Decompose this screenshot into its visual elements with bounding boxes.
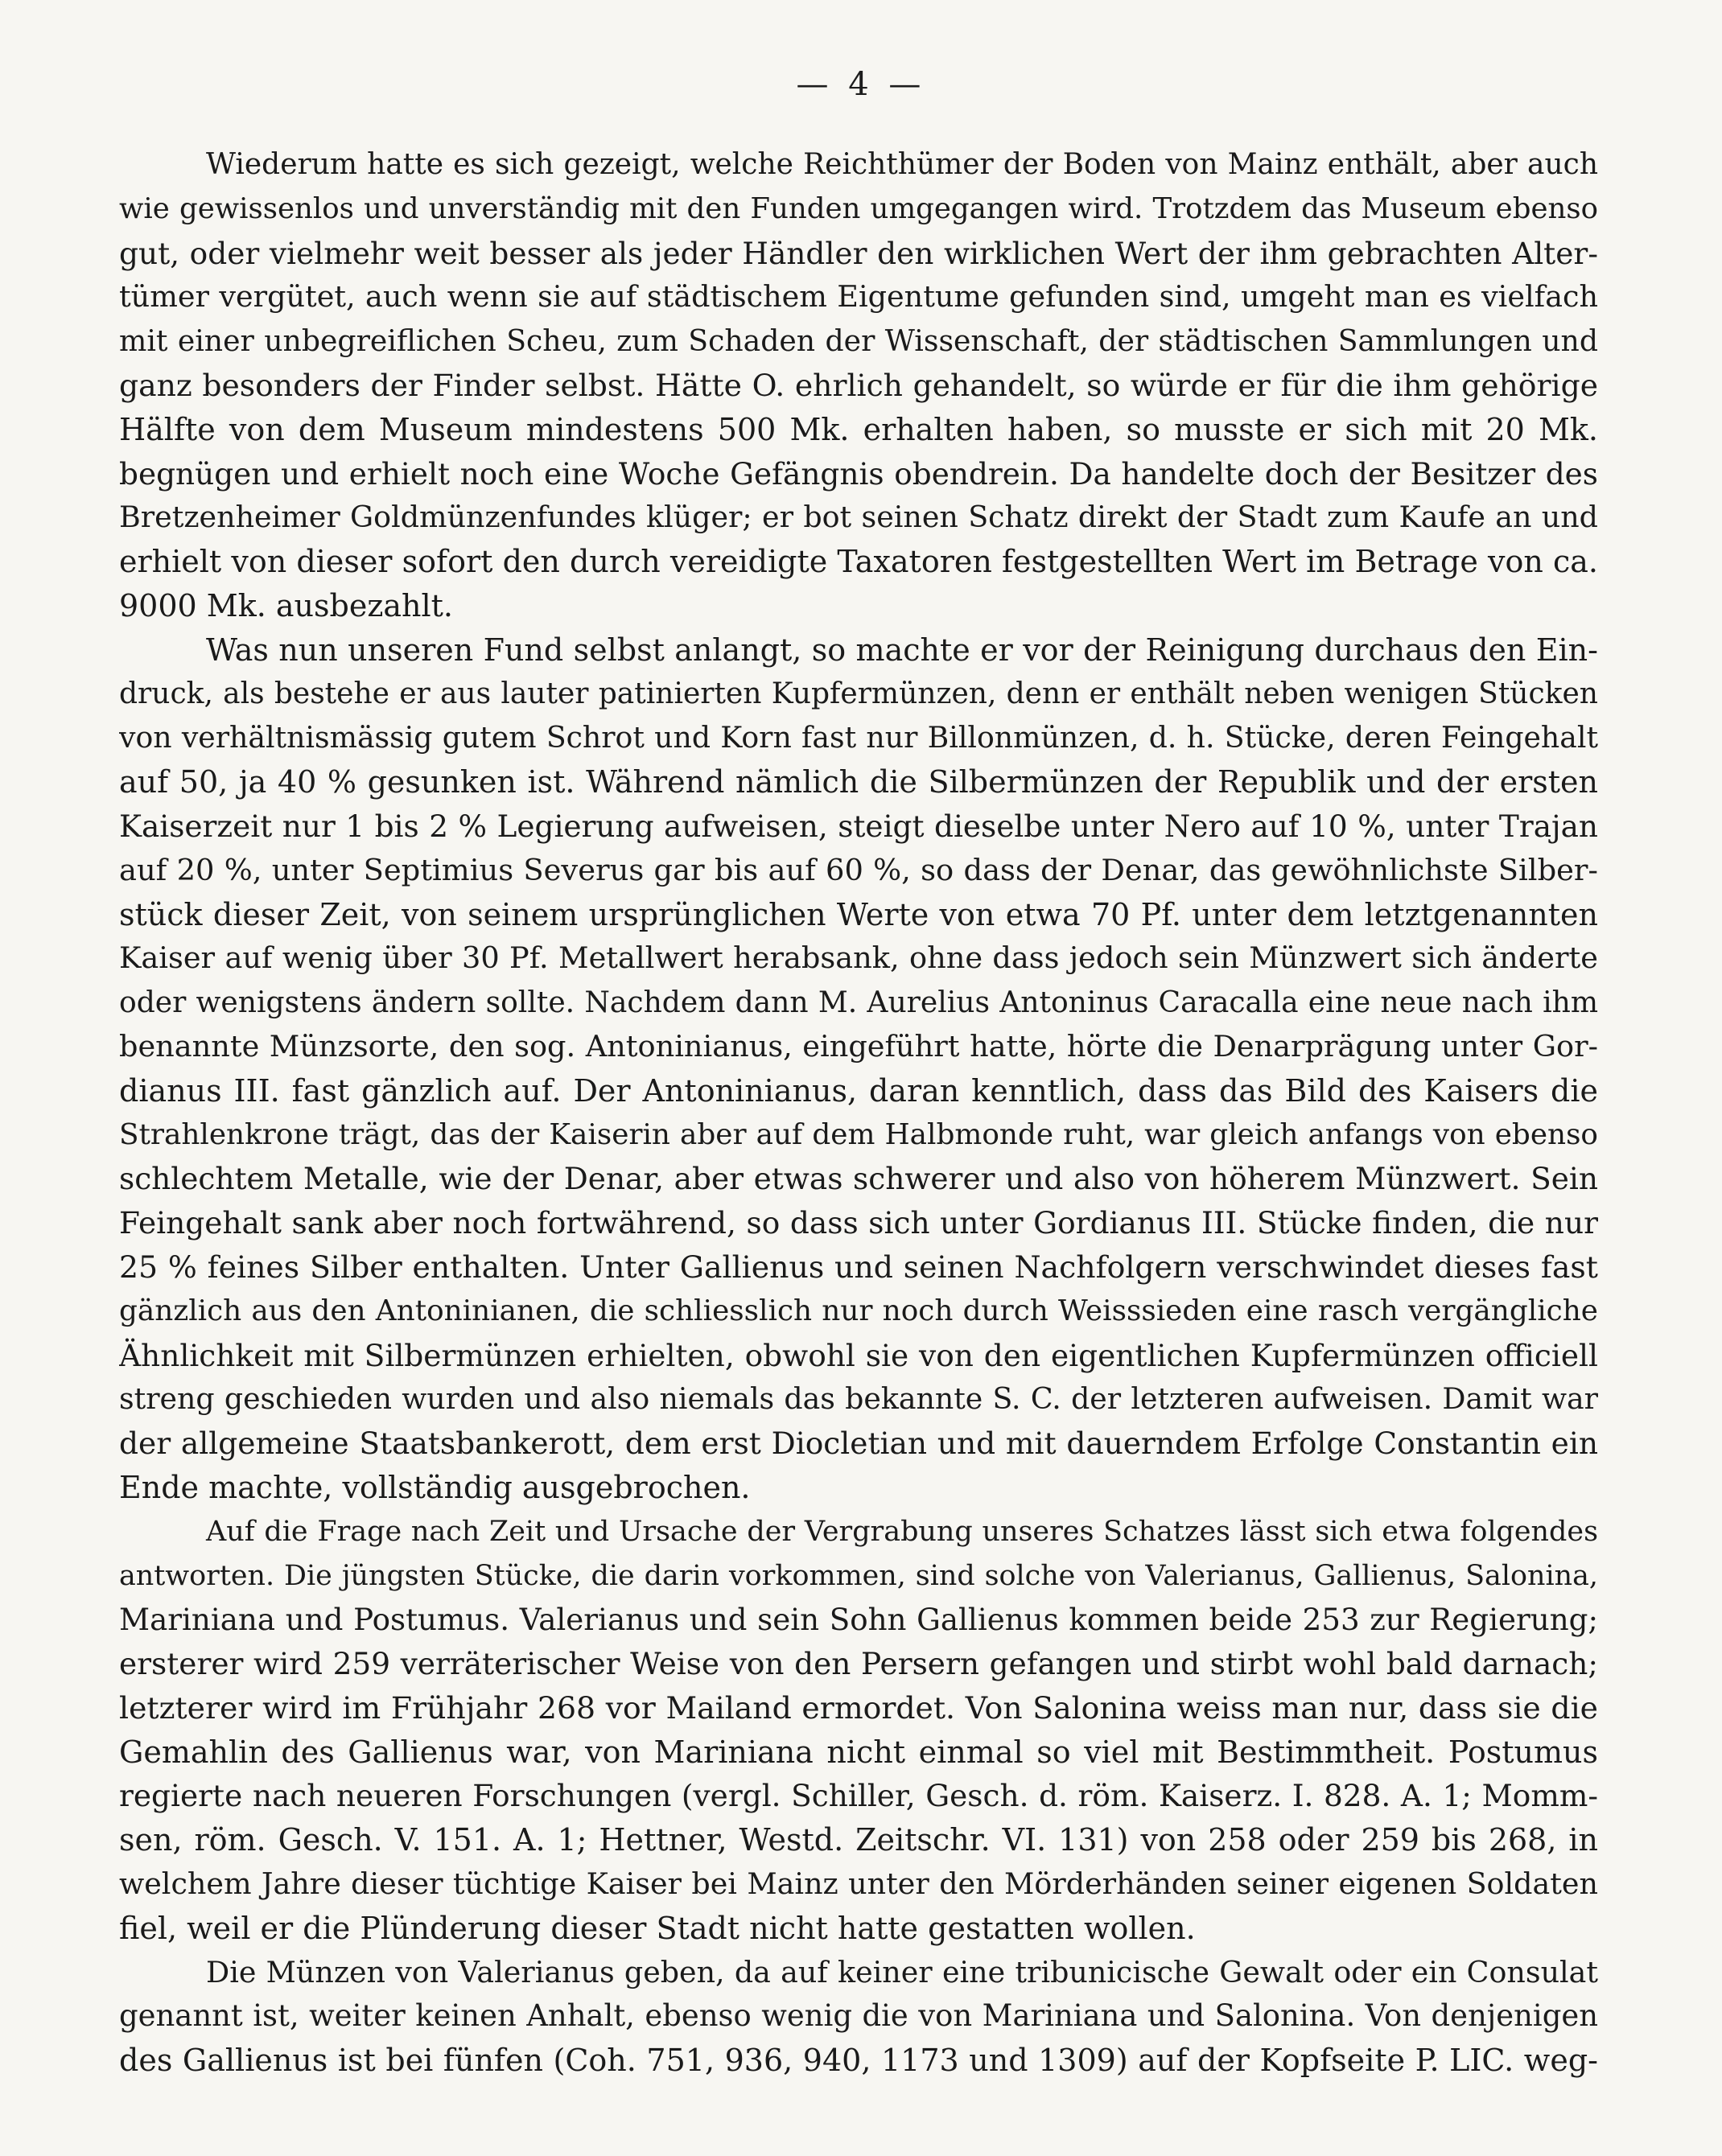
- text-line: streng geschieden wurden und also niemals das bekannte S. C. der letzteren aufweisen. Damit war: [119, 1381, 1598, 1417]
- paragraph-4: [119, 1951, 1598, 2083]
- text-line: wie gewissenlos und unverständig mit den Funden umgegangen wird. Trotzdem das Museum ebenso: [119, 191, 1598, 225]
- text-line: Ähnlichkeit mit Silbermünzen erhielten, obwohl sie von den eigentlichen Kupfermünzen officiell: [119, 1337, 1598, 1373]
- text-line: von verhältnismässig gutem Schrot und Korn fast nur Billonmünzen, d. h. Stücke, deren Feingehalt: [119, 720, 1598, 755]
- text-line: tümer vergütet, auch wenn sie auf städtischem Eigentume gefunden sind, umgeht man es vielfach: [119, 279, 1598, 315]
- paragraph-3: [119, 1510, 1598, 1951]
- text-line: Was nun unseren Fund selbst anlangt, so machte er vor der Reinigung durchaus den Ein-: [206, 632, 1598, 668]
- text-line: Die Münzen von Valerianus geben, da auf keiner eine tribunicische Gewalt oder ein Consulat: [206, 1954, 1598, 1989]
- text-line: Ende machte, vollständig ausgebrochen.: [119, 1469, 751, 1505]
- text-line: stück dieser Zeit, von seinem ursprünglichen Werte von etwa 70 Pf. unter dem letztgenannten: [119, 896, 1598, 932]
- text-line: druck, als bestehe er aus lauter patinierten Kupfermünzen, denn er enthält neben wenigen Stücken: [119, 677, 1598, 710]
- body-text: [119, 143, 1598, 2083]
- text-line: Strahlenkrone trägt, das der Kaiserin aber auf dem Halbmonde ruht, war gleich anfangs von ebenso: [119, 1117, 1598, 1151]
- text-line: Feingehalt sank aber noch fortwährend, so dass sich unter Gordianus III. Stücke finden, die nur: [119, 1205, 1598, 1241]
- text-line: 25 % feines Silber enthalten. Unter Gallienus und seinen Nachfolgern verschwindet dieses fast: [119, 1249, 1598, 1285]
- text-line: des Gallienus ist bei fünfen (Coh. 751, 936, 940, 1173 und 1309) auf der Kopfseite P. LIC. weg-: [119, 2043, 1598, 2079]
- text-line: sen, röm. Gesch. V. 151. A. 1; Hettner, Westd. Zeitschr. VI. 131) von 258 oder 259 bis 268, in: [119, 1822, 1598, 1858]
- text-line: Kaiser auf wenig über 30 Pf. Metallwert herabsank, ohne dass jedoch sein Münzwert sich änderte: [119, 940, 1598, 976]
- text-line: ersterer wird 259 verräterischer Weise von den Persern gefangen und stirbt wohl bald darnach;: [119, 1646, 1598, 1682]
- text-line: Auf die Frage nach Zeit und Ursache der Vergrabung unseres Schatzes lässt sich etwa folgendes: [206, 1515, 1598, 1548]
- text-line: Mariniana und Postumus. Valerianus und sein Sohn Gallienus kommen beide 253 zur Regierung;: [119, 1602, 1598, 1638]
- text-line: oder wenigstens ändern sollte. Nachdem dann M. Aurelius Antoninus Caracalla eine neue nach ihm: [119, 985, 1598, 1020]
- text-line: benannte Münzsorte, den sog. Antoninianus, eingeführt hatte, hörte die Denarprägung unter Gor-: [119, 1028, 1598, 1064]
- text-line: begnügen und erhielt noch eine Woche Gefängnis obendrein. Da handelte doch der Besitzer des: [119, 455, 1598, 492]
- text-line: letzterer wird im Frühjahr 268 vor Mailand ermordet. Von Salonina weiss man nur, dass sie die: [119, 1689, 1598, 1726]
- page-number: — 4 —: [796, 66, 926, 103]
- text-line: ganz besonders der Finder selbst. Hätte O. ehrlich gehandelt, so würde er für die ihm gehörige: [119, 367, 1598, 403]
- text-line: gänzlich aus den Antoninianen, die schliesslich nur noch durch Weisssieden eine rasch vergängliche: [119, 1294, 1598, 1327]
- text-line: regierte nach neueren Forschungen (vergl. Schiller, Gesch. d. röm. Kaiserz. I. 828. A. 1; Momm-: [119, 1778, 1598, 1814]
- text-line: mit einer unbegreiflichen Scheu, zum Schaden der Wissenschaft, der städtischen Sammlungen und: [119, 323, 1598, 359]
- text-line: Wiederum hatte es sich gezeigt, welche Reichthümer der Boden von Mainz enthält, aber auch: [206, 148, 1598, 181]
- text-line: auf 50, ja 40 % gesunken ist. Während nämlich die Silbermünzen der Republik und der ersten: [119, 764, 1598, 800]
- text-line: Kaiserzeit nur 1 bis 2 % Legierung aufweisen, steigt dieselbe unter Nero auf 10 %, unter Trajan: [119, 808, 1598, 844]
- text-line: schlechtem Metalle, wie der Denar, aber etwas schwerer und also von höherem Münzwert. Sein: [119, 1161, 1598, 1197]
- text-line: Hälfte von dem Museum mindestens 500 Mk. erhalten haben, so musste er sich mit 20 Mk.: [119, 411, 1598, 447]
- text-line: antworten. Die jüngsten Stücke, die darin vorkommen, sind solche von Valerianus, Gallienus, Salonina,: [119, 1559, 1598, 1592]
- text-line: Gemahlin des Gallienus war, von Mariniana nicht einmal so viel mit Bestimmtheit. Postumus: [119, 1734, 1598, 1770]
- text-line: auf 20 %, unter Septimius Severus gar bis auf 60 %, so dass der Denar, das gewöhnlichste Silber-: [119, 852, 1598, 887]
- text-line: der allgemeine Staatsbankerott, dem erst Diocletian und mit dauerndem Erfolge Constantin ein: [119, 1426, 1598, 1462]
- text-line: gut, oder vielmehr weit besser als jeder Händler den wirklichen Wert der ihm gebrachten Alter-: [119, 235, 1598, 271]
- text-line: fiel, weil er die Plünderung dieser Stadt nicht hatte gestatten wollen.: [119, 1910, 1196, 1946]
- text-line: Bretzenheimer Goldmünzenfundes klüger; er bot seinen Schatz direkt der Stadt zum Kaufe an und: [119, 500, 1598, 535]
- text-line: dianus III. fast gänzlich auf. Der Antoninianus, daran kenntlich, dass das Bild des Kaisers die: [119, 1072, 1598, 1109]
- paragraph-2: [119, 628, 1598, 1510]
- text-line: erhielt von dieser sofort den durch vereidigte Taxatoren festgestellten Wert im Betrage von ca.: [119, 544, 1598, 580]
- text-line: genannt ist, weiter keinen Anhalt, ebenso wenig die von Mariniana und Salonina. Von denjenigen: [119, 1998, 1598, 2034]
- text-line: welchem Jahre dieser tüchtige Kaiser bei Mainz unter den Mörderhänden seiner eigenen Soldaten: [119, 1866, 1598, 1902]
- paragraph-1: [119, 143, 1598, 628]
- text-line: 9000 Mk. ausbezahlt.: [119, 587, 453, 623]
